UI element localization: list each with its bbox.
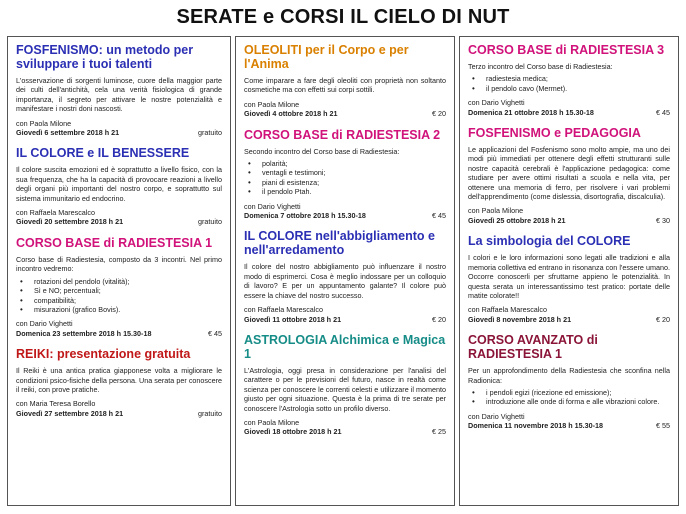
event-price: gratuito [198, 217, 222, 227]
event-description: Come imparare a fare degli oleoliti con proprietà non soltanto cosmetiche ma con effetti sui corpi sottili. [244, 76, 446, 95]
event-date-row [468, 421, 670, 430]
event-description: L'Astrologia, oggi presa in considerazione per l'analisi del carattere o per le previsioni del futuro, nasce in realtà come scienza per conoscere le correnti celesti e utilizzare il momento giusto per ogni situazione. Questa è la prima di tre serate per conoscere l'Astrologia sotto un profilo diverso. [244, 365, 446, 413]
event-title: CORSO BASE di RADIESTESIA 1 [16, 235, 213, 250]
event-oleoliti [244, 43, 446, 119]
event-date: Giovedì 18 ottobre 2018 h 21 [244, 427, 342, 437]
event-description: Il Reiki è una antica pratica giapponese volta a migliorare le condizioni psico-fisiche della persona. Una serata per conoscere il reiki, con prove pratiche. [16, 366, 222, 394]
event-title: La simbologia del COLORE [468, 234, 631, 249]
list-item: • Sì e NO; percentuali; [16, 286, 222, 295]
page-title: SERATE e CORSI IL CIELO DI NUT [176, 6, 510, 28]
event-date: Giovedì 20 settembre 2018 h 21 [16, 217, 124, 227]
event-date-row [16, 409, 222, 418]
event-title: ASTROLOGIA Alchimica e Magica 1 [244, 332, 446, 361]
event-price: € 20 [432, 109, 446, 119]
event-price: € 30 [656, 215, 670, 225]
event-price: € 25 [432, 427, 446, 437]
event-astrologia [244, 333, 446, 437]
event-date: Giovedì 6 settembre 2018 h 21 [16, 128, 120, 138]
event-description: Secondo incontro del Corso base di Radiestesia: [244, 146, 400, 156]
event-colore-benessere [16, 146, 222, 226]
event-topic-list [244, 159, 446, 197]
event-title: CORSO BASE di RADIESTESIA 2 [244, 127, 441, 142]
event-title: FOSFENISMO e PEDAGOGIA [468, 126, 641, 141]
list-item: • il pendolo cavo (Mermet). [468, 84, 670, 93]
event-topic-list [16, 277, 222, 315]
event-date-row [244, 211, 446, 220]
event-title: IL COLORE e IL BENESSERE [16, 146, 190, 161]
list-item: • polarità; [244, 159, 446, 168]
event-title: OLEOLITI per il Corpo e per l'Anima [244, 43, 409, 71]
event-description: I colori e le loro informazioni sono legati alle tradizioni e alla memoria collettiva ed entrano in risonanza con l'essere umano. Occorre conoscerli per sfruttarne appieno le potenzialità. In questa serata un interessantissimo test pratico: portate delle matite colorate!! [468, 253, 670, 300]
event-date-row [468, 108, 670, 117]
list-item: • introduzione alle onde di forma e alle vibrazioni colore. [468, 397, 670, 406]
event-date-row [16, 329, 222, 338]
event-teacher: con Paola Milone [244, 417, 300, 427]
event-teacher: con Raffaela Marescalco [244, 305, 323, 315]
event-teacher: con Maria Teresa Borello [16, 399, 96, 409]
event-description: Il colore del nostro abbigliamento può influenzare il nostro modo di esprimerci. Cosa è meglio indossare per un colloquio di lavoro? E per un appuntamento galante? Il colore può essere la chiave del nostro successo. [244, 262, 446, 300]
list-item: • il pendolo Ptah. [244, 187, 446, 196]
event-teacher: con Dario Vighetti [468, 98, 525, 108]
event-date: Domenica 11 novembre 2018 h 15.30-18 [468, 421, 604, 431]
event-teacher: con Paola Milone [16, 118, 72, 128]
event-date-row [468, 315, 670, 324]
event-price: € 45 [656, 107, 670, 117]
event-radiestesia-avanzato [468, 333, 670, 430]
event-date-row [244, 427, 446, 436]
list-item: • radiestesia medica; [468, 74, 670, 83]
event-description: Terzo incontro del Corso base di Radiestesia: [468, 62, 613, 71]
event-date: Giovedì 4 ottobre 2018 h 21 [244, 109, 338, 119]
event-date: Domenica 23 settembre 2018 h 15.30-18 [16, 328, 152, 338]
event-simbologia-colore [468, 234, 670, 324]
event-date: Domenica 21 ottobre 2018 h 15.30-18 [468, 107, 594, 117]
event-teacher: con Raffaela Marescalco [16, 208, 95, 218]
event-description: L'osservazione di sorgenti luminose, cuore della maggior parte dei culti dell'antichità, cela una verità fisiologica di grande importanza, il segreto per attivare le nostre potenzialità e manifestare i nostri doni nascosti. [16, 76, 222, 114]
column-2 [235, 36, 455, 506]
list-item: • i pendoli egizi (ricezione ed emissione); [468, 388, 670, 397]
event-date-row [244, 109, 446, 118]
column-1 [7, 36, 231, 506]
event-teacher: con Paola Milone [468, 206, 524, 216]
event-date-row [16, 128, 222, 137]
event-title: IL COLORE nell'abbigliamento e nell'arredamento [244, 229, 435, 258]
event-teacher: con Raffaela Marescalco [468, 305, 547, 315]
event-date-row [468, 216, 670, 225]
event-price: € 20 [432, 314, 446, 324]
event-date: Giovedì 11 ottobre 2018 h 21 [244, 314, 342, 324]
column-3 [459, 36, 679, 506]
event-title: REIKI: presentazione gratuita [16, 347, 191, 362]
event-teacher: con Dario Vighetti [244, 201, 301, 211]
list-item: • rotazioni del pendolo (vitalità); [16, 277, 222, 286]
event-fosfenismo-pedagogia [468, 126, 670, 225]
event-colore-abbigliamento [244, 229, 446, 323]
event-topic-list [468, 74, 670, 93]
event-title: FOSFENISMO: un metodo per sviluppare i tuoi talenti [16, 43, 194, 71]
event-date-row [244, 315, 446, 324]
event-price: gratuito [198, 408, 222, 418]
event-topic-list [468, 388, 670, 407]
event-date: Domenica 7 ottobre 2018 h 15.30-18 [244, 211, 366, 221]
event-description: Il colore suscita emozioni ed è soprattutto a livello fisico, con la sua frequenza, che ha la capacità di provocare reazioni a livello degli organi più importanti del nostro corpo, e soprattutto sul sistema immunitario ed endocrino. [16, 165, 222, 203]
list-item: • piani di esistenza; [244, 178, 446, 187]
event-price: € 45 [208, 328, 222, 338]
event-teacher: con Paola Milone [244, 99, 300, 109]
event-price: gratuito [198, 128, 222, 138]
event-price: € 20 [656, 314, 670, 324]
list-item: • misurazioni (grafico Bovis). [16, 305, 222, 314]
list-item: • ventagli e testimoni; [244, 168, 446, 177]
event-date-row [16, 217, 222, 226]
event-radiestesia-3 [468, 43, 670, 117]
event-title: CORSO AVANZATO di RADIESTESIA 1 [468, 333, 598, 362]
event-radiestesia-1 [16, 236, 222, 338]
event-description: Per un approfondimento della Radiestesia che sconfina nella Radionica: [468, 366, 670, 385]
event-title: CORSO BASE di RADIESTESIA 3 [468, 43, 665, 57]
event-date: Giovedì 27 settembre 2018 h 21 [16, 408, 124, 418]
list-item: • compatibilità; [16, 296, 222, 305]
event-fosfenismo-talenti [16, 43, 222, 137]
event-reiki [16, 347, 222, 418]
event-price: € 55 [656, 421, 670, 431]
event-date: Giovedì 8 novembre 2018 h 21 [468, 314, 572, 324]
event-teacher: con Dario Vighetti [16, 319, 73, 329]
event-description: Le applicazioni del Fosfenismo sono molto ampie, ma uno dei modi più immediati per ottenere degli effetti strutturanti sulle nostre capacità cerebrali è l'applicazione pedagogica: come studiare per avere ottimi risultati a scuola e nella vita, per ottenere una memoria di ferro, per risolvere i vari problemi dell'apprendimento (come dislessia, disortografia, discalculia). [468, 145, 670, 202]
event-description: Corso base di Radiestesia, composto da 3 incontri. Nel primo incontro vedremo: [16, 254, 222, 274]
event-teacher: con Dario Vighetti [468, 411, 525, 421]
event-price: € 45 [432, 211, 446, 221]
event-date: Giovedì 25 ottobre 2018 h 21 [468, 215, 566, 225]
event-radiestesia-2 [244, 128, 446, 221]
